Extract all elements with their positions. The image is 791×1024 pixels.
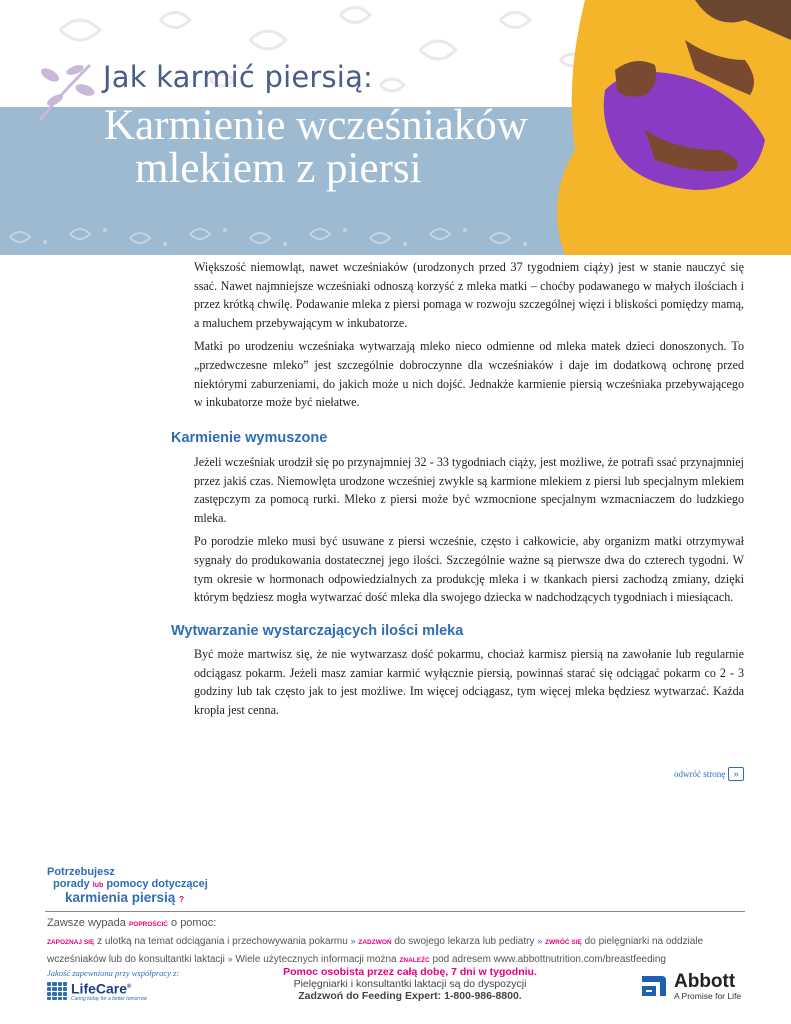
section-heading-2: Wytwarzanie wystarczających ilości mleka <box>171 623 464 639</box>
abbott-name: Abbott <box>674 970 736 992</box>
need-help-line-1: Potrzebujesz <box>47 866 115 878</box>
quality-label: Jakość zapewniona przy współpracy z: <box>47 968 180 978</box>
header-banner <box>0 0 791 255</box>
lifecare-tagline: Caring today for a better tomorrow <box>71 995 148 1002</box>
need-help-line-3: karmienia piersią ? <box>65 890 184 905</box>
abbott-mark-icon <box>638 970 670 1002</box>
page-title <box>104 104 528 190</box>
lifecare-grid-icon <box>47 982 67 1000</box>
branch-icon <box>30 55 110 125</box>
abbott-tagline: A Promise for Life <box>674 990 742 1001</box>
support-line-2: Pielęgniarki i konsultantki laktacji są do dyspozycji <box>293 978 527 990</box>
series-title: Jak karmić piersią: <box>103 60 374 94</box>
section-body-2 <box>194 645 744 724</box>
intro-paragraph-2: Matki po urodzeniu wcześniaka wytwarzają mleko nieco odmienne od mleka matek dzieci donoszonych. To „przedwczesne mleko” jest szczególnie dobroczynne dla wcześniaków i daje im dodatkową ochronę przed niektórymi zaburzeniami, do jakich może u nich dojść. Jednakże karmienie piersią wcześniaka przebywającego w inkubatorze może być niełatwe. <box>194 339 744 410</box>
divider <box>45 911 745 912</box>
title-line-2: mlekiem z piersi <box>135 145 422 192</box>
help-line-1: ZAPOZNAJ SIĘ z ulotką na temat odciągania i przechowywania pokarmu » ZADZWOŃ do swojego lekarza lub pediatry » ZWRÓĆ SIĘ do pielęgniarki na oddziale <box>47 936 704 947</box>
chevron-right-icon[interactable]: » <box>728 767 744 781</box>
section1-paragraph-1: Jeżeli wcześniak urodził się po przynajmniej 32 - 33 tygodniach ciąży, jest możliwe, że potrafi ssać przynajmniej przez jakiś czas. Niemowlęta urodzone wcześniej zwykle są karmione mlekiem z piersi lub specjalnym mlekiem zastępczym za pomocą rurki. Mleko z piersi może być wzmocnione specjalnym wzmacniaczem do ludzkiego mleka. <box>194 455 744 525</box>
lifecare-logo <box>47 981 179 1002</box>
help-text <box>47 915 747 969</box>
turn-page-label: odwróć stronę <box>674 769 726 779</box>
section-heading-1: Karmienie wymuszone <box>171 430 328 446</box>
support-info <box>260 966 560 1002</box>
quality-partner <box>47 968 179 1002</box>
need-help-line-2: porady lub pomocy dotyczącej <box>53 878 208 890</box>
need-help-box <box>47 866 208 905</box>
support-line-1: Pomoc osobista przez całą dobę, 7 dni w tygodniu. <box>283 966 537 978</box>
intro-text <box>194 258 744 417</box>
section2-paragraph-1: Być może martwisz się, że nie wytwarzasz dość pokarmu, chociaż karmisz piersią na zawołanie lub regularnie odciągasz pokarm. Jeżeli masz zamiar karmić wyłącznie piersią, powinnaś starać się odciągać pokarm co 2 - 3 godziny lub tak często jak to jest możliwe. Im więcej odciągasz, tym więcej mleka będziesz wytwarzać. Każda kropla jest cenna. <box>194 647 744 717</box>
turn-page-link[interactable] <box>674 767 744 781</box>
section1-paragraph-2: Po porodzie mleko musi być usuwane z piersi wcześnie, często i całkowicie, aby organizm matki otrzymywał sygnały do produkowania dostatecznej jego ilości. Szczególnie ważne są pierwsze dwa do czterech tygodni. W tym okresie w hormonach odpowiedzialnych za produkcję mleka i w tkankach piersi zachodzą zmiany, dzięki którym będziesz mogła wytwarzać dość mleka dla swojego dziecka w nadchodzących tygodniach i miesiącach. <box>194 534 744 605</box>
section-body-1 <box>194 453 744 612</box>
abbott-logo <box>638 970 741 1002</box>
lifecare-name: LifeCare® <box>71 980 132 997</box>
help-line-2: wcześniaków lub do konsultantki laktacji » Wiele użytecznych informacji można ZNALEŹĆ pod adresem www.abbottnutrition.com/breastfeeding <box>47 954 666 965</box>
help-intro: Zawsze wypada POPROŚCIĆ o pomoc: <box>47 917 217 929</box>
intro-paragraph-1: Większość niemowląt, nawet wcześniaków (urodzonych przed 37 tygodniem ciąży) jest w stanie nauczyć się ssać. Nawet najmniejsze wcześniaki odnoszą korzyść z mleka matki – choćby podawanego w małych ilościach i przez krótką chwilę. Podawanie mleka z piersi pomaga w rozwoju szczególnej więzi i bliskości pomiędzy mamą, a maluchem przebywającym w inkubatorze. <box>194 260 744 330</box>
support-line-3: Zadzwoń do Feeding Expert: 1-800-986-8800. <box>298 990 522 1002</box>
title-line-1: Karmienie wcześniaków <box>104 102 528 149</box>
mother-baby-illustration <box>545 0 791 255</box>
